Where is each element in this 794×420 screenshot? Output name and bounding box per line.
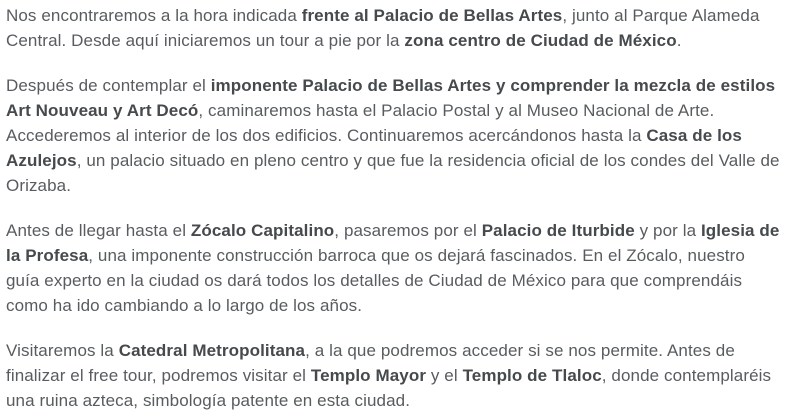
text-segment: , junto al Parque Alameda Central. Desde aquí iniciaremos un tour a pie por la — [6, 6, 760, 50]
text-segment: , un palacio situado en pleno centro y que fue la residencia oficial de los condes del Valle de Orizaba. — [6, 151, 780, 195]
paragraph — [6, 338, 782, 413]
highlighted-text: Templo Mayor — [310, 366, 427, 385]
highlighted-text: Catedral Metropolitana — [118, 341, 306, 360]
highlighted-text: zona centro de Ciudad de México — [404, 31, 677, 50]
highlighted-text: Casa de los Azulejos — [6, 126, 742, 170]
text-segment: , caminaremos hasta el Palacio Postal y al Museo Nacional de Arte. Accederemos al interior de los dos edificios. Continuaremos acercándonos hasta la — [6, 101, 715, 145]
highlighted-text: Iglesia de la Profesa — [6, 221, 780, 265]
highlighted-text: Zócalo Capitalino — [190, 221, 335, 240]
text-segment: , donde contemplaréis una ruina azteca, simbología patente en esta ciudad. — [6, 366, 772, 410]
text-segment: Visitaremos la — [6, 341, 119, 360]
text-segment: , pasaremos por el — [334, 221, 482, 240]
paragraph — [6, 3, 782, 53]
paragraph — [6, 73, 782, 198]
text-segment: Nos encontraremos a la hora indicada — [6, 6, 302, 25]
text-segment: , a la que podremos acceder si se nos permite. Antes de finalizar el free tour, podremos visitar el — [6, 341, 735, 385]
text-segment: y el — [426, 366, 463, 385]
highlighted-text: imponente Palacio de Bellas Artes y comprender la mezcla de estilos Art Nouveau y Art Decó — [6, 76, 776, 120]
text-segment: . — [676, 31, 682, 50]
highlighted-text: Templo de Tlaloc — [462, 366, 602, 385]
text-segment: Después de contemplar el — [6, 76, 211, 95]
highlighted-text: Palacio de Iturbide — [481, 221, 635, 240]
paragraph — [6, 218, 782, 318]
highlighted-text: frente al Palacio de Bellas Artes — [301, 6, 563, 25]
text-segment: Antes de llegar hasta el — [6, 221, 191, 240]
text-segment: y por la — [634, 221, 701, 240]
text-segment: , una imponente construcción barroca que os dejará fascinados. En el Zócalo, nuestro guía experto en la ciudad os dará todos los detalles de Ciudad de México para que comprendáis como ha ido cambiando a lo largo de los años. — [6, 246, 745, 315]
